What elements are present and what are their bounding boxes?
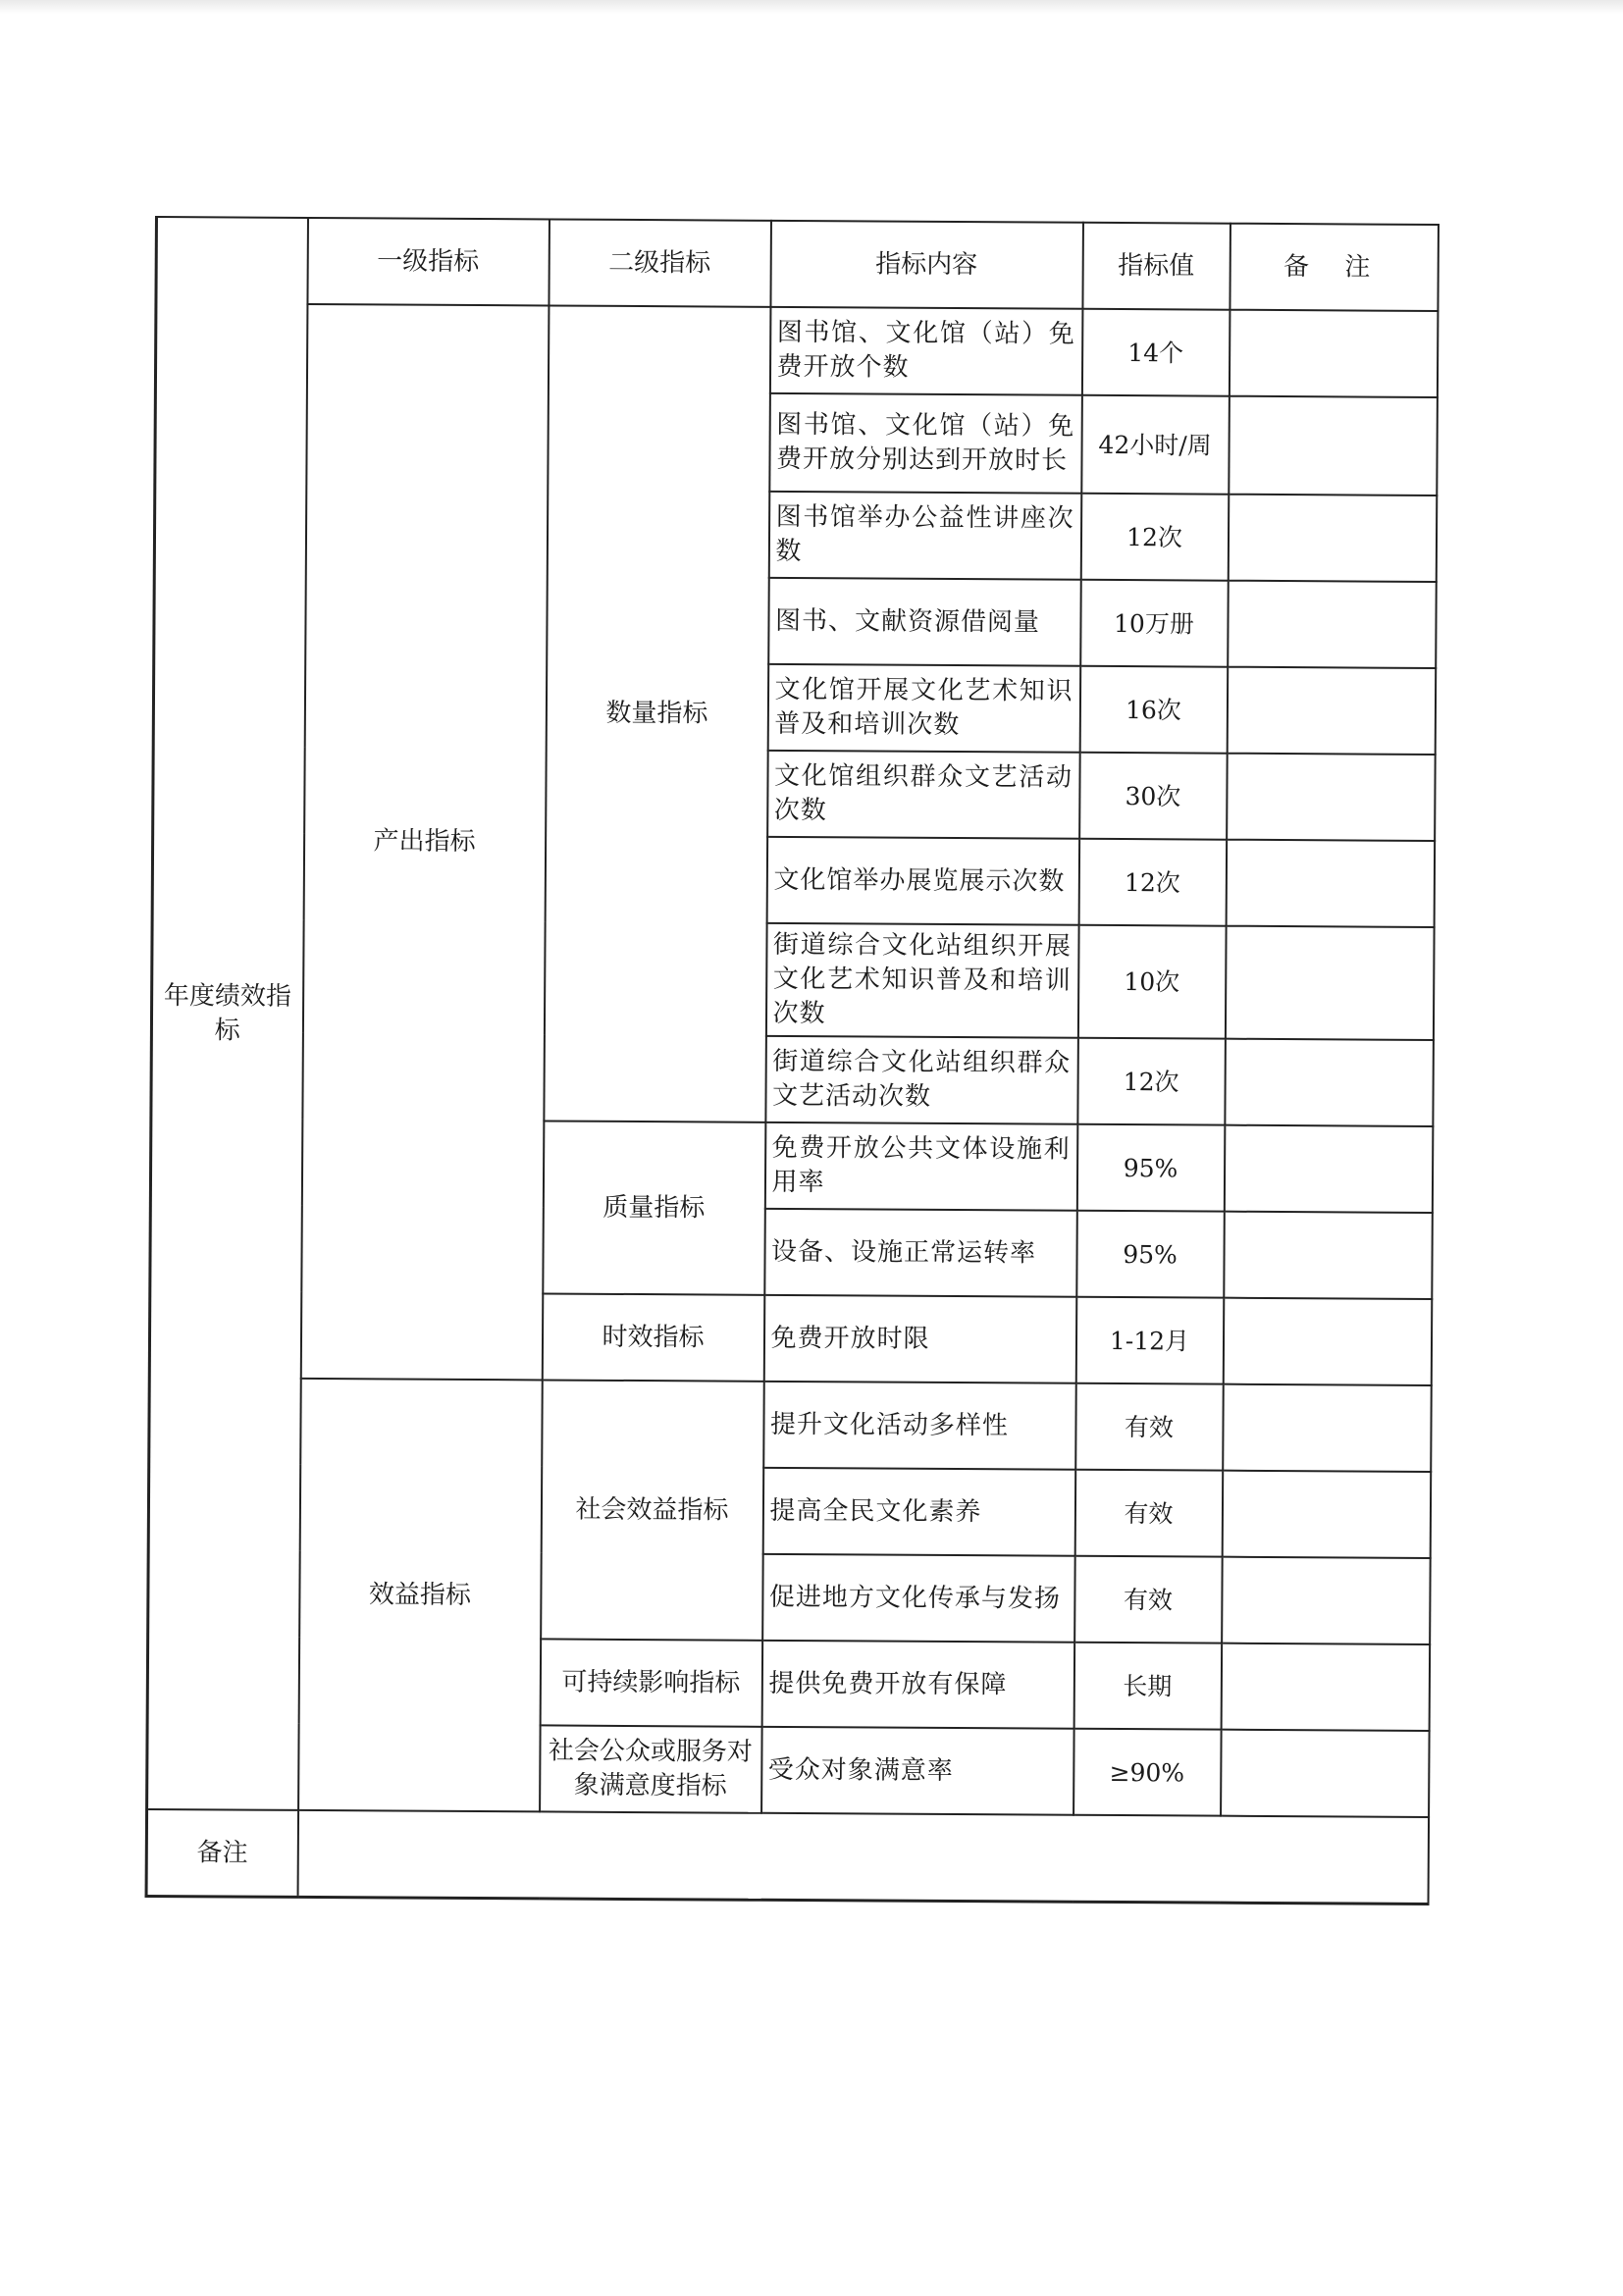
row-note [1225,1039,1434,1126]
row-content: 促进地方文化传承与发扬 [762,1554,1075,1643]
row-content: 免费开放公共文体设施利用率 [764,1122,1077,1211]
level2-quality-indicators: 质量指标 [543,1121,765,1294]
level2-timeliness-indicators: 时效指标 [542,1293,764,1381]
level2-social-benefit-indicators: 社会效益指标 [541,1380,764,1640]
level2-sustainable-impact-indicators: 可持续影响指标 [540,1639,762,1726]
row-note [1229,396,1438,496]
header-content: 指标内容 [770,221,1083,309]
level2-satisfaction-indicators: 社会公众或服务对象满意度指标 [540,1725,762,1812]
row-value: 12次 [1077,1038,1226,1125]
row-note [1223,1384,1432,1472]
header-note: 备 注 [1230,224,1439,311]
row-note [1228,495,1437,582]
row-content: 提升文化活动多样性 [763,1382,1076,1470]
row-content: 街道综合文化站组织群众文艺活动次数 [765,1036,1078,1124]
row-value: 16次 [1079,666,1228,754]
header-level2: 二级指标 [549,219,771,306]
table-header-row [156,217,1439,311]
row-value: 有效 [1075,1383,1224,1471]
row-note [1225,926,1434,1040]
remarks-row [146,1809,1429,1904]
remarks-value [297,1810,1429,1905]
row-value: 95% [1076,1124,1225,1212]
annual-performance-indicators-label: 年度绩效指标 [147,217,308,1810]
row-value: 长期 [1073,1643,1222,1730]
row-content: 受众对象满意率 [761,1727,1074,1815]
header-level1: 一级指标 [307,218,550,306]
row-value: 有效 [1074,1556,1223,1644]
row-value: 1-12月 [1075,1297,1224,1384]
remarks-label: 备注 [146,1809,298,1897]
row-note [1228,581,1437,668]
row-content: 提供免费开放有保障 [761,1641,1074,1729]
row-value: 10万册 [1080,580,1229,667]
row-value: 95% [1076,1211,1225,1298]
row-content: 图书馆、文化馆（站）免费开放分别达到开放时长 [769,393,1082,494]
row-note [1221,1730,1430,1817]
row-note [1227,754,1436,841]
performance-indicator-table [145,216,1440,1905]
row-content: 设备、设施正常运转率 [764,1209,1077,1297]
row-note [1223,1298,1432,1385]
row-content: 图书馆、文化馆（站）免费开放个数 [769,307,1082,395]
row-content: 图书、文献资源借阅量 [768,578,1081,666]
row-content: 文化馆举办展览展示次数 [766,837,1079,925]
row-value: 30次 [1079,753,1228,840]
level1-output-indicators: 产出指标 [300,304,549,1380]
scan-top-edge [0,0,1623,14]
row-note [1222,1557,1431,1644]
row-value: 12次 [1080,494,1229,581]
row-content: 街道综合文化站组织开展文化艺术知识普及和培训次数 [765,923,1078,1038]
row-note [1226,840,1435,927]
header-value: 指标值 [1082,223,1230,310]
row-content: 文化馆开展文化艺术知识普及和培训次数 [767,664,1080,753]
level2-quantity-indicators: 数量指标 [544,305,770,1122]
row-note [1222,1471,1431,1558]
row-note [1224,1125,1433,1213]
row-note [1221,1644,1430,1731]
row-content: 提高全民文化素养 [762,1468,1075,1556]
row-note [1227,667,1436,755]
row-note [1229,310,1438,397]
row-note [1224,1212,1433,1299]
row-value: 14个 [1081,309,1230,396]
level1-benefit-indicators: 效益指标 [298,1379,543,1811]
row-content: 图书馆举办公益性讲座次数 [768,492,1081,580]
row-content: 文化馆组织群众文艺活动次数 [767,751,1080,839]
row-value: 10次 [1077,925,1226,1039]
table-row [149,1378,1432,1472]
row-content: 免费开放时限 [763,1295,1076,1383]
row-value: 有效 [1074,1470,1223,1557]
row-value: ≥90% [1073,1729,1222,1816]
table-row [155,303,1438,397]
row-value: 42小时/周 [1081,395,1230,495]
row-value: 12次 [1078,839,1227,926]
performance-table-sheet [144,216,1437,1926]
